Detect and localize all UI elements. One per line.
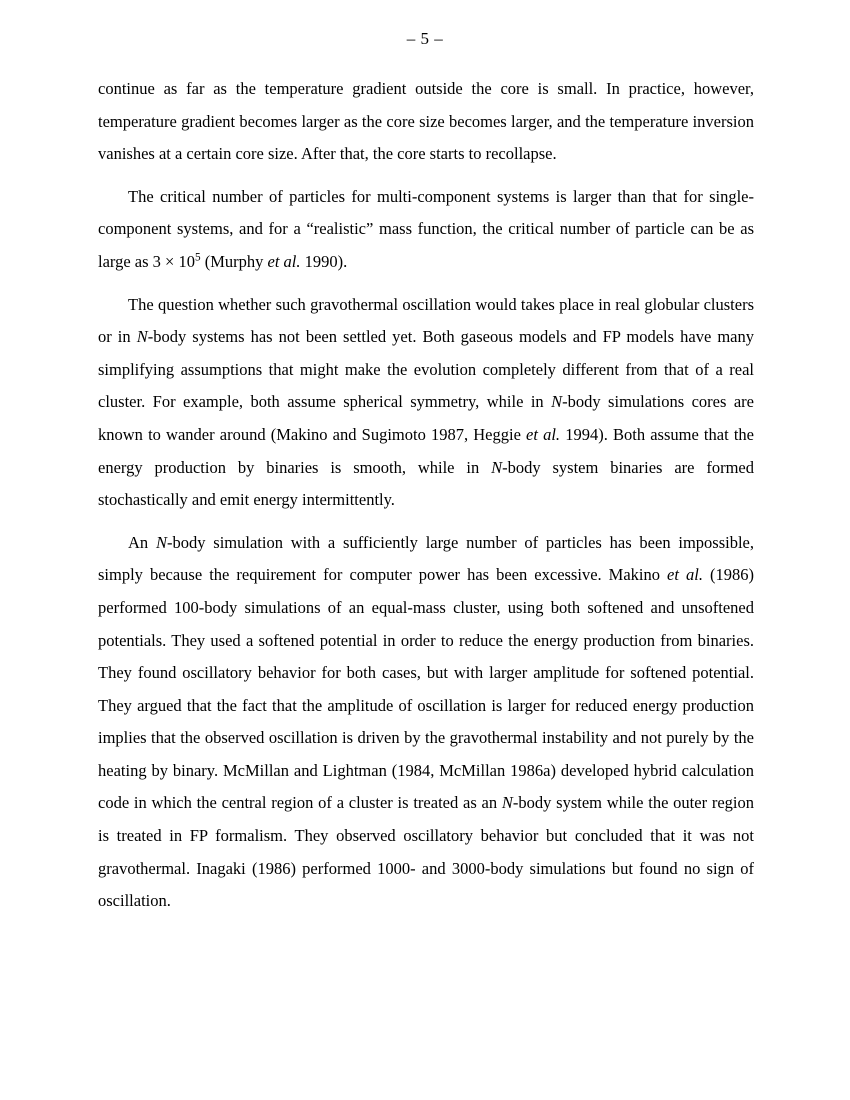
text-run: (1986) performed 100-body simulations of an equal-mass cluster, using both softened and unsoftened potentials. They used a softened potential in order to reduce the energy production from binaries. They found oscillatory behavior for both cases, but with larger amplitude for softened potential. They argued that the fact that the amplitude of oscillation is larger for reduced energy production implies that the observed oscillation is driven by the gravothermal instability and not purely by the heating by binary. McMillan and Lightman (1984, McMillan 1986a) developed hybrid calculation code in which the central region of a cluster is treated as an <box>98 565 754 813</box>
italic-text: et al. <box>267 251 301 271</box>
page-body <box>98 73 754 928</box>
paragraph <box>98 289 754 517</box>
paragraph <box>98 181 754 279</box>
text-run: The question whether such gravothermal oscillation would takes place in real globular clusters or in <box>98 294 754 347</box>
superscript: 5 <box>194 251 201 264</box>
text-run: 1990). <box>300 251 348 271</box>
text-run: -body systems has not been settled yet. Both gaseous models and FP models have many simplifying assumptions that might make the evolution completely different from that of a real cluster. For example, both assume spherical symmetry, while in <box>98 327 754 412</box>
italic-text: N <box>136 327 148 347</box>
italic-text: et al. <box>667 565 703 585</box>
page-number: – 5 – <box>406 29 444 48</box>
text-run: continue as far as the temperature gradient outside the core is small. In practice, however, temperature gradient becomes larger as the core size becomes larger, and the temperature inversion vanishes at a certain core size. After that, the core starts to recollapse. <box>98 79 754 164</box>
text-run: -body system binaries are formed stochastically and emit energy intermittently. <box>98 457 754 510</box>
text-run: -body simulation with a sufficiently large number of particles has been impossible, simply because the requirement for computer power has been excessive. Makino <box>98 532 754 585</box>
italic-text: N <box>501 793 513 813</box>
italic-text: N <box>551 392 563 412</box>
paragraph <box>98 527 754 918</box>
italic-text: N <box>491 457 503 477</box>
paragraph <box>98 73 754 171</box>
text-run: -body simulations cores are known to wander around (Makino and Sugimoto 1987, Heggie <box>98 392 754 444</box>
italic-text: N <box>155 532 167 552</box>
italic-text: et al. <box>526 424 561 444</box>
text-run: -body system while the outer region is treated in FP formalism. They observed oscillatory behavior but concluded that it was not gravothermal. Inagaki (1986) performed 1000- and 3000-body simulations but found no sign of oscillation. <box>98 793 754 911</box>
text-run: (Murphy <box>200 251 268 271</box>
text-run: 1994). Both assume that the energy production by binaries is smooth, while in <box>98 424 754 477</box>
text-run: The critical number of particles for multi-component systems is larger than that for single-component systems, and for a “realistic” mass function, the critical number of particle can be as large as 3 × 10 <box>98 186 754 271</box>
text-run: An <box>128 532 156 552</box>
